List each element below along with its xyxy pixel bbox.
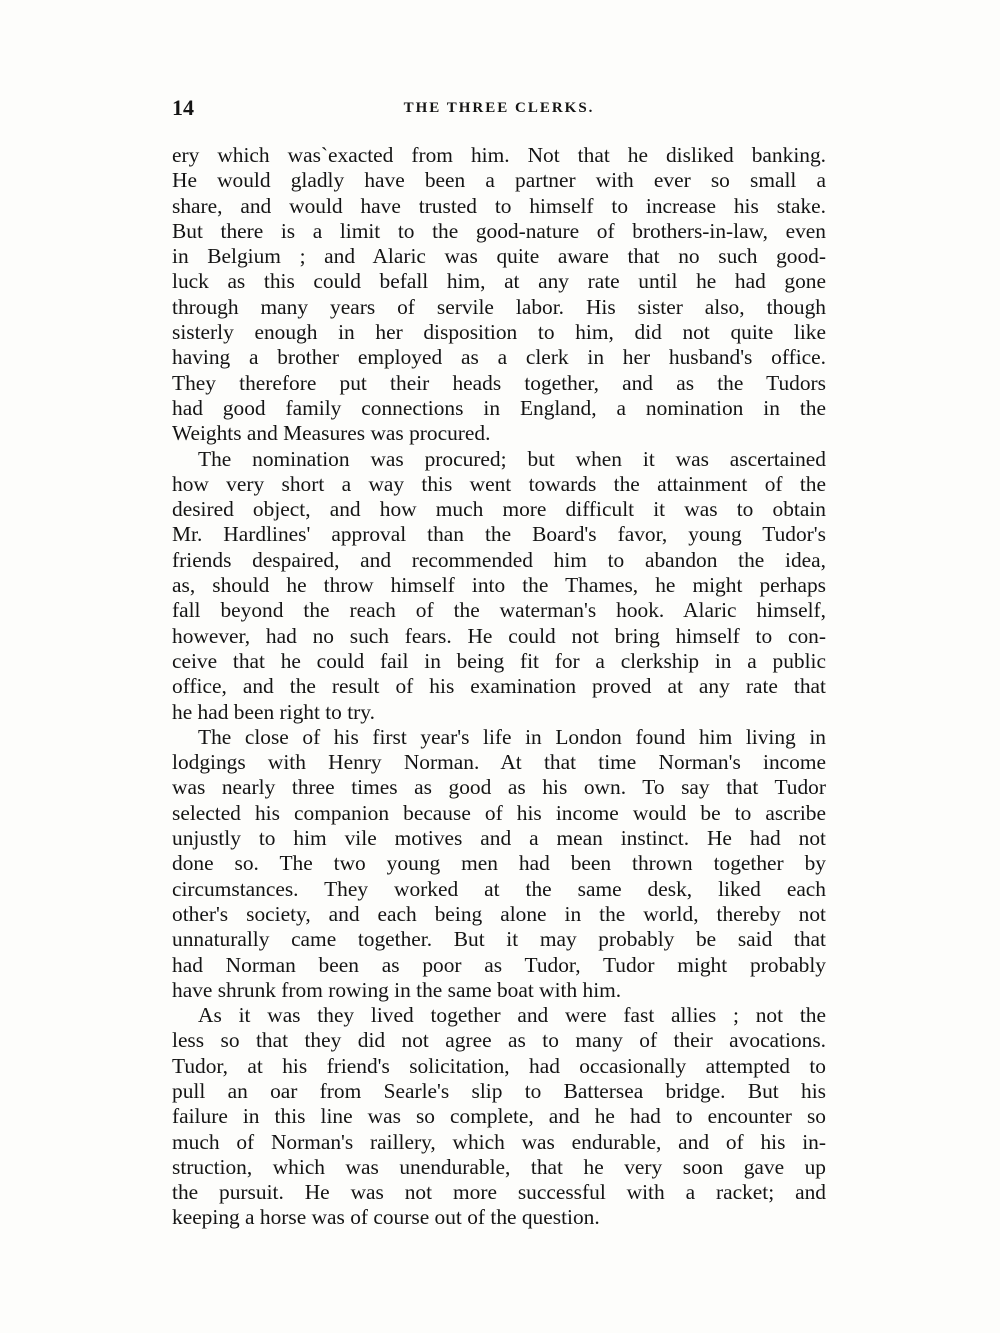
text-line: lodgings with Henry Norman. At that time Norman's income <box>172 750 826 775</box>
text-line: how very short a way this went towards the attainment of the <box>172 471 826 496</box>
text-line: through many years of servile labor. His sister also, though <box>172 294 826 319</box>
text-line: sisterly enough in her disposition to him, did not quite like <box>172 320 826 345</box>
paragraph <box>172 1003 826 1231</box>
text-line: in Belgium ; and Alaric was quite aware that no such good- <box>172 244 826 269</box>
text-line: having a brother employed as a clerk in her husband's office. <box>172 345 826 370</box>
text-line: As it was they lived together and were fast allies ; not the <box>198 1003 826 1028</box>
text-line: ery which was`exacted from him. Not that he disliked banking. <box>172 143 826 167</box>
text-line: done so. The two young men had been thrown together by <box>172 851 826 876</box>
page-number: 14 <box>172 95 194 120</box>
text-line: luck as this could befall him, at any rate until he had gone <box>172 269 826 294</box>
text-line: They therefore put their heads together, and as the Tudors <box>172 370 826 395</box>
text-line: unnaturally came together. But it may probably be said that <box>172 927 826 952</box>
text-line: office, and the result of his examination proved at any rate that <box>172 674 826 699</box>
text-line: Mr. Hardlines' approval than the Board's favor, young Tudor's <box>172 522 826 547</box>
text-line: however, had no such fears. He could not bring himself to con- <box>172 623 826 648</box>
text-line: much of Norman's raillery, which was endurable, and of his in- <box>172 1129 826 1154</box>
body-text <box>172 143 826 1231</box>
paragraph <box>172 143 826 447</box>
paragraph <box>172 725 826 1003</box>
paragraph <box>172 447 826 725</box>
text-line: Tudor, at his friend's solicitation, had occasionally attempted to <box>172 1053 826 1078</box>
text-line: unjustly to him vile motives and a mean instinct. He had not <box>172 826 826 851</box>
page-header <box>172 93 826 123</box>
text-line: as, should he throw himself into the Thames, he might perhaps <box>172 573 826 598</box>
text-line: The close of his first year's life in London found him living in <box>198 724 826 749</box>
text-line: desired object, and how much more difficult it was to obtain <box>172 497 826 522</box>
text-line: friends despaired, and recommended him to abandon the idea, <box>172 547 826 572</box>
text-line: circumstances. They worked at the same desk, liked each <box>172 876 826 901</box>
text-line: the pursuit. He was not more successful with a racket; and <box>172 1180 826 1205</box>
text-line: The nomination was procured; but when it was ascertained <box>198 446 826 471</box>
text-line: He would gladly have been a partner with ever so small a <box>172 168 826 193</box>
text-line: have shrunk from rowing in the same boat with him. <box>172 977 622 1002</box>
text-line: ceive that he could fail in being fit for a clerkship in a public <box>172 648 826 673</box>
text-line: other's society, and each being alone in the world, thereby not <box>172 901 826 926</box>
text-line: share, and would have trusted to himself to increase his stake. <box>172 193 826 218</box>
text-line: less so that they did not agree as to many of their avocations. <box>172 1028 826 1053</box>
text-line: keeping a horse was of course out of the question. <box>172 1205 600 1230</box>
text-line: fall beyond the reach of the waterman's hook. Alaric himself, <box>172 598 826 623</box>
text-line: had good family connections in England, a nomination in the <box>172 395 826 420</box>
text-line: was nearly three times as good as his own. To say that Tudor <box>172 775 826 800</box>
text-line: But there is a limit to the good-nature of brothers-in-law, even <box>172 218 826 243</box>
text-line: struction, which was unendurable, that he very soon gave up <box>172 1154 826 1179</box>
running-title: THE THREE CLERKS. <box>403 100 595 116</box>
text-line: selected his companion because of his income would be to ascribe <box>172 800 826 825</box>
text-line: Weights and Measures was procured. <box>172 421 491 446</box>
text-line: failure in this line was so complete, and he had to encounter so <box>172 1104 826 1129</box>
text-line: pull an oar from Searle's slip to Battersea bridge. But his <box>172 1078 826 1103</box>
text-line: he had been right to try. <box>172 699 375 724</box>
text-line: had Norman been as poor as Tudor, Tudor might probably <box>172 952 826 977</box>
